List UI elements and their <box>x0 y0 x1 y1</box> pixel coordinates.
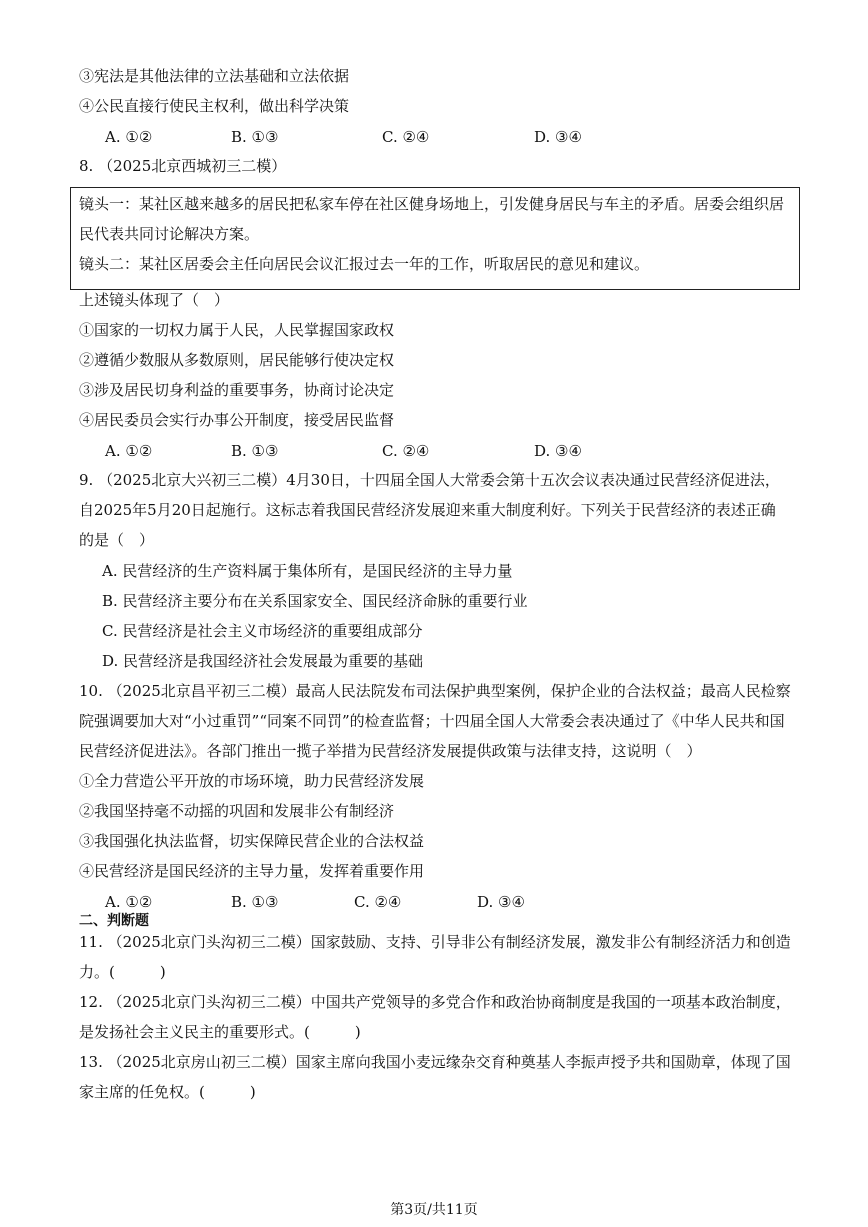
scenario-line-3: 镜头二：某社区居委会主任向居民会议汇报过去一年的工作，听取居民的意见和建议。 <box>79 255 650 273</box>
question-13-line-1: 13. （2025北京房山初三二模）国家主席向我国小麦远缘杂交育种奠基人李振声授予共和国勋章，体现了国 <box>79 1053 791 1071</box>
statement-1: ①全力营造公平开放的市场环境，助力民营经济发展 <box>79 772 425 790</box>
option-statement-4: ④公民直接行使民主权利，做出科学决策 <box>79 97 350 115</box>
choice-d[interactable]: D. 民营经济是我国经济社会发展最为重要的基础 <box>102 652 424 670</box>
section-heading: 二、判断题 <box>79 913 149 929</box>
question-11-line-2: 力。( ) <box>79 963 166 981</box>
scenario-line-2: 民代表共同讨论解决方案。 <box>79 225 260 243</box>
statement-2: ②我国坚持毫不动摇的巩固和发展非公有制经济 <box>79 802 395 820</box>
choice-c[interactable]: C. 民营经济是社会主义市场经济的重要组成部分 <box>102 622 423 640</box>
choice-b[interactable]: B. 民营经济主要分布在关系国家安全、国民经济命脉的重要行业 <box>102 592 528 610</box>
question-9-line-2: 自2025年5月20日起施行。这标志着我国民营经济发展迎来重大制度利好。下列关于民营经济的表述正确 <box>79 501 776 519</box>
choice-d[interactable]: D. ③④ <box>534 442 582 460</box>
choice-c[interactable]: C. ②④ <box>354 893 402 911</box>
choice-b[interactable]: B. ①③ <box>231 128 279 146</box>
choice-b[interactable]: B. ①③ <box>231 442 279 460</box>
question-10-line-2: 院强调要加大对“小过重罚”“同案不同罚”的检查监督；十四届全国人大常委会表决通过了《中华人民共和国 <box>79 712 785 730</box>
page-footer: 第3页/共11页 <box>390 1202 478 1218</box>
choice-d[interactable]: D. ③④ <box>534 128 582 146</box>
choice-a[interactable]: A. 民营经济的生产资料属于集体所有，是国民经济的主导力量 <box>102 562 513 580</box>
choice-b[interactable]: B. ①③ <box>231 893 279 911</box>
statement-4: ④民营经济是国民经济的主导力量，发挥着重要作用 <box>79 862 425 880</box>
choice-a[interactable]: A. ①② <box>105 128 153 146</box>
question-9-line-1: 9. （2025北京大兴初三二模）4月30日，十四届全国人大常委会第十五次会议表决通过民营经济促进法， <box>79 471 780 489</box>
statement-1: ①国家的一切权力属于人民，人民掌握国家政权 <box>79 321 395 339</box>
question-12-line-2: 是发扬社会主义民主的重要形式。( ) <box>79 1023 361 1041</box>
statement-2: ②遵循少数服从多数原则，居民能够行使决定权 <box>79 351 395 369</box>
statement-3: ③我国强化执法监督，切实保障民营企业的合法权益 <box>79 832 425 850</box>
question-8-header: 8. （2025北京西城初三二模） <box>79 157 287 175</box>
choice-c[interactable]: C. ②④ <box>382 128 430 146</box>
question-10-line-3: 民营经济促进法》。各部门推出一揽子举措为民营经济发展提供政策与法律支持，这说明（ ） <box>79 742 702 760</box>
choice-c[interactable]: C. ②④ <box>382 442 430 460</box>
choice-a[interactable]: A. ①② <box>105 442 153 460</box>
statement-4: ④居民委员会实行办事公开制度，接受居民监督 <box>79 411 395 429</box>
question-9-line-3: 的是（ ） <box>79 531 155 549</box>
scenario-line-1: 镜头一：某社区越来越多的居民把私家车停在社区健身场地上，引发健身居民与车主的矛盾。居委会组织居 <box>79 195 785 213</box>
choice-d[interactable]: D. ③④ <box>477 893 525 911</box>
statement-3: ③涉及居民切身利益的重要事务，协商讨论决定 <box>79 381 395 399</box>
choice-a[interactable]: A. ①② <box>105 893 153 911</box>
question-12-line-1: 12. （2025北京门头沟初三二模）中国共产党领导的多党合作和政治协商制度是我国的一项基本政治制度， <box>79 993 791 1011</box>
question-8-stem: 上述镜头体现了（ ） <box>79 291 230 309</box>
question-10-line-1: 10. （2025北京昌平初三二模）最高人民法院发布司法保护典型案例，保护企业的合法权益；最高人民检察 <box>79 682 791 700</box>
question-11-line-1: 11. （2025北京门头沟初三二模）国家鼓励、支持、引导非公有制经济发展，激发非公有制经济活力和创造 <box>79 933 791 951</box>
option-statement-3: ③宪法是其他法律的立法基础和立法依据 <box>79 67 350 85</box>
question-13-line-2: 家主席的任免权。( ) <box>79 1083 256 1101</box>
